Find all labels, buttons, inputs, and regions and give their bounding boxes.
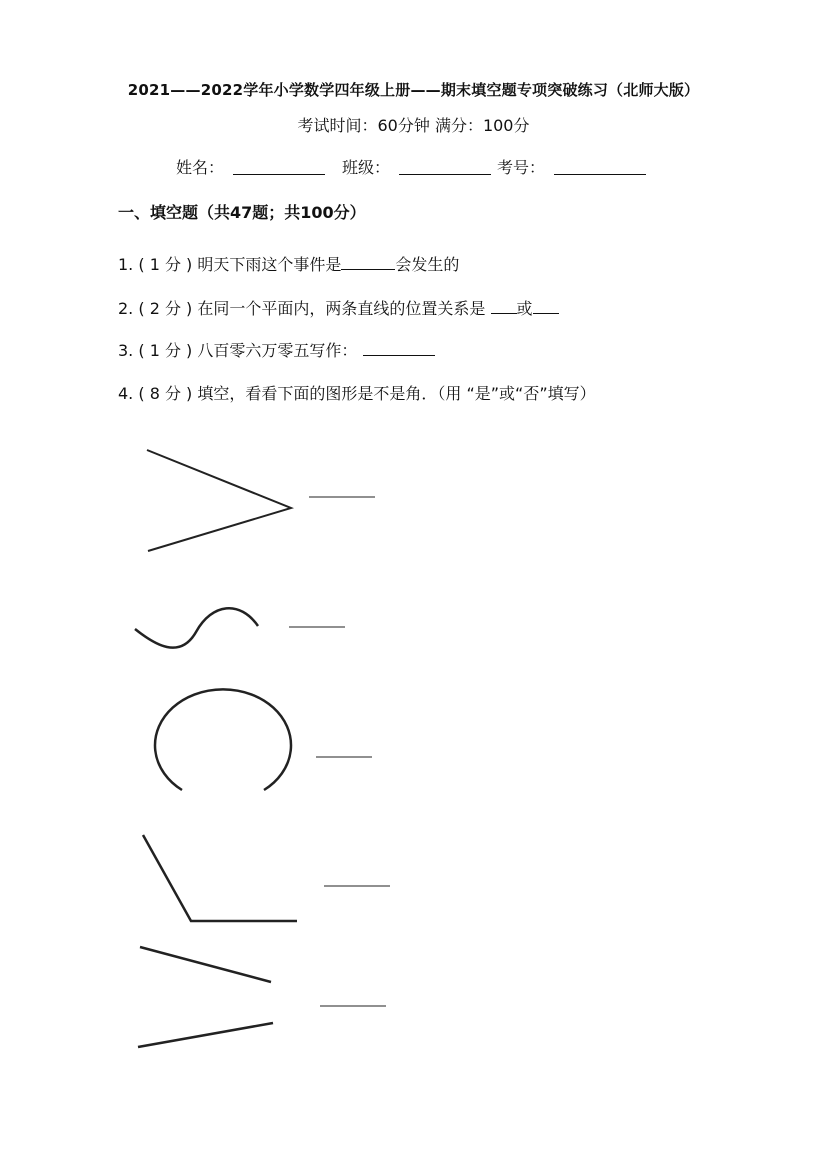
question-number: 4. [118, 384, 134, 403]
question-text: 填空，看看下面的图形是不是角．（用 “是”或“否”填写） [197, 384, 596, 403]
question-score: ( 1 分 ) [138, 255, 193, 274]
exam-info: 考试时间：60分钟 满分：100分 [297, 116, 530, 135]
question-text-middle: 或 [516, 299, 533, 318]
figure-two-lines [138, 947, 273, 1047]
question-text: 八百零六万零五写作： [197, 341, 358, 360]
question-number: 2. [118, 299, 134, 318]
question-score: ( 2 分 ) [138, 299, 193, 318]
name-label: 姓名： [176, 158, 225, 177]
figure-wave-curve [135, 608, 258, 647]
question-text-after: 会发生的 [395, 255, 460, 274]
class-label: 班级： [342, 158, 391, 177]
figure-open-arc [155, 689, 291, 790]
question-score: ( 1 分 ) [138, 341, 193, 360]
figure-angle-1 [147, 450, 291, 551]
question-number: 3. [118, 341, 134, 360]
section-heading: 一、填空题（共47题；共100分） [118, 203, 366, 222]
question-number: 1. [118, 255, 134, 274]
page-title: 2021——2022学年小学数学四年级上册——期末填空题专项突破练习（北师大版） [127, 81, 700, 99]
question-score: ( 8 分 ) [138, 384, 193, 403]
question-text: 明天下雨这个事件是 [197, 255, 342, 274]
number-label: 考号： [497, 158, 546, 177]
figure-angle-2 [143, 835, 297, 921]
question-text: 在同一个平面内，两条直线的位置关系是 [197, 299, 486, 318]
